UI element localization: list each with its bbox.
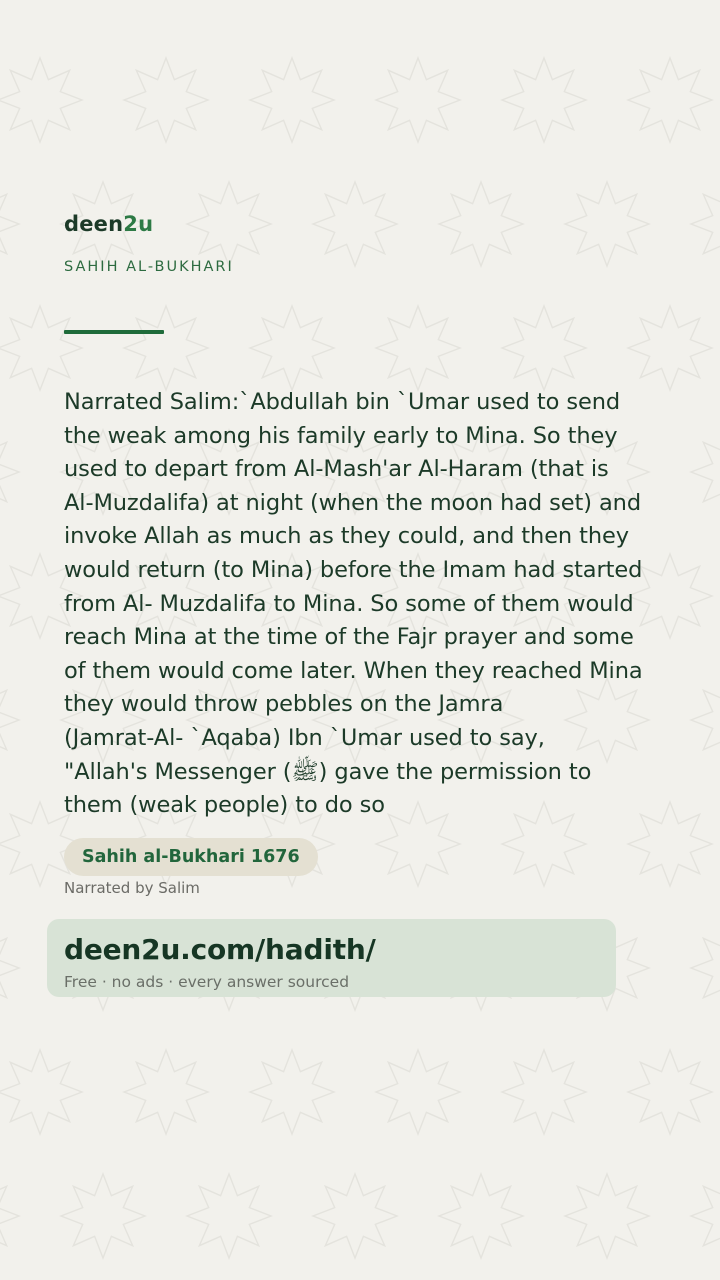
link-url[interactable]: deen2u.com/hadith/ <box>64 933 376 966</box>
narrator-label: Narrated by Salim <box>64 879 200 897</box>
reference-badge: Sahih al-Bukhari 1676 <box>64 838 318 876</box>
brand-name-prefix: deen <box>64 212 124 236</box>
link-card[interactable] <box>47 919 616 997</box>
link-tagline: Free · no ads · every answer sourced <box>64 973 350 991</box>
title-divider <box>64 330 164 334</box>
brand-name-suffix: 2u <box>123 212 154 236</box>
collection-title: SAHIH AL-BUKHARI <box>64 259 234 275</box>
brand-logo <box>64 212 153 236</box>
hadith-text: Narrated Salim:`Abdullah bin `Umar used to send the weak among his family early to Mina. So they used to depart from Al-Mash'ar Al-Haram (that is Al-Muzdalifa) at night (when the moon had set) and invoke Allah as much as they could, and then they would return (to Mina) before the Imam had started from Al- Muzdalifa to Mina. So some of them would reach Mina at the time of the Fajr prayer and some of them would come later. When they reached Mina they would throw pebbles on the Jamra (Jamrat-Al- `Aqaba) Ibn `Umar used to say, "Allah's Messenger (ﷺ) gave the permission to them (weak people) to do so <box>64 389 643 819</box>
